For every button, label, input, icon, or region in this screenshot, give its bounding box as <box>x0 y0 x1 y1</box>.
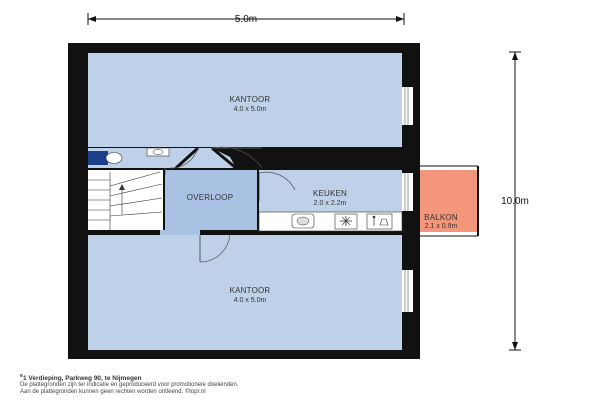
balkon-size: 2.1 x 0.9m <box>424 223 458 230</box>
kantoor-bottom-size: 4.0 x 5.0m <box>233 297 267 304</box>
kantoor-top-name: KANTOOR <box>229 95 271 104</box>
window-right-middle <box>402 173 413 211</box>
overloop-name: OVERLOOP <box>186 193 234 202</box>
copyright-icon: © <box>184 389 190 396</box>
footer-title: $^e$1 Verdieping, Parkweg 90, te Nijmegen <box>20 373 142 383</box>
width-label: 5.0m <box>234 14 258 25</box>
sink-icon <box>292 214 314 228</box>
footer <box>20 373 440 396</box>
kantoor-bottom-name: KANTOOR <box>229 286 271 295</box>
kantoor-top-size: 4.0 x 5.0m <box>233 106 267 113</box>
balkon-name: BALKON <box>424 213 458 222</box>
tap-icon <box>367 214 392 229</box>
sink-icon <box>147 148 169 156</box>
width-dimension <box>88 13 404 25</box>
toilet-icon <box>106 153 122 164</box>
stove-icon <box>335 214 357 229</box>
height-label: 10.0m <box>501 196 529 207</box>
footer-disclaimer-2: Aan de plattegronden kunnen geen rechten worden ontleend. ©topr.nl <box>20 389 206 396</box>
keuken-name: KEUKEN <box>312 189 348 198</box>
keuken-size: 2.0 x 2.2m <box>313 200 347 207</box>
height-dimension <box>501 52 529 350</box>
window-right-bottom <box>402 270 413 312</box>
footer-disclaimer-1: De plattegronden zijn ter indicatie en geproduceerd voor promotionele doeleinden. <box>20 382 239 389</box>
footer-sup: e <box>20 373 24 379</box>
window-right-top <box>402 87 413 125</box>
footer-brand: topr.nl <box>189 389 206 396</box>
